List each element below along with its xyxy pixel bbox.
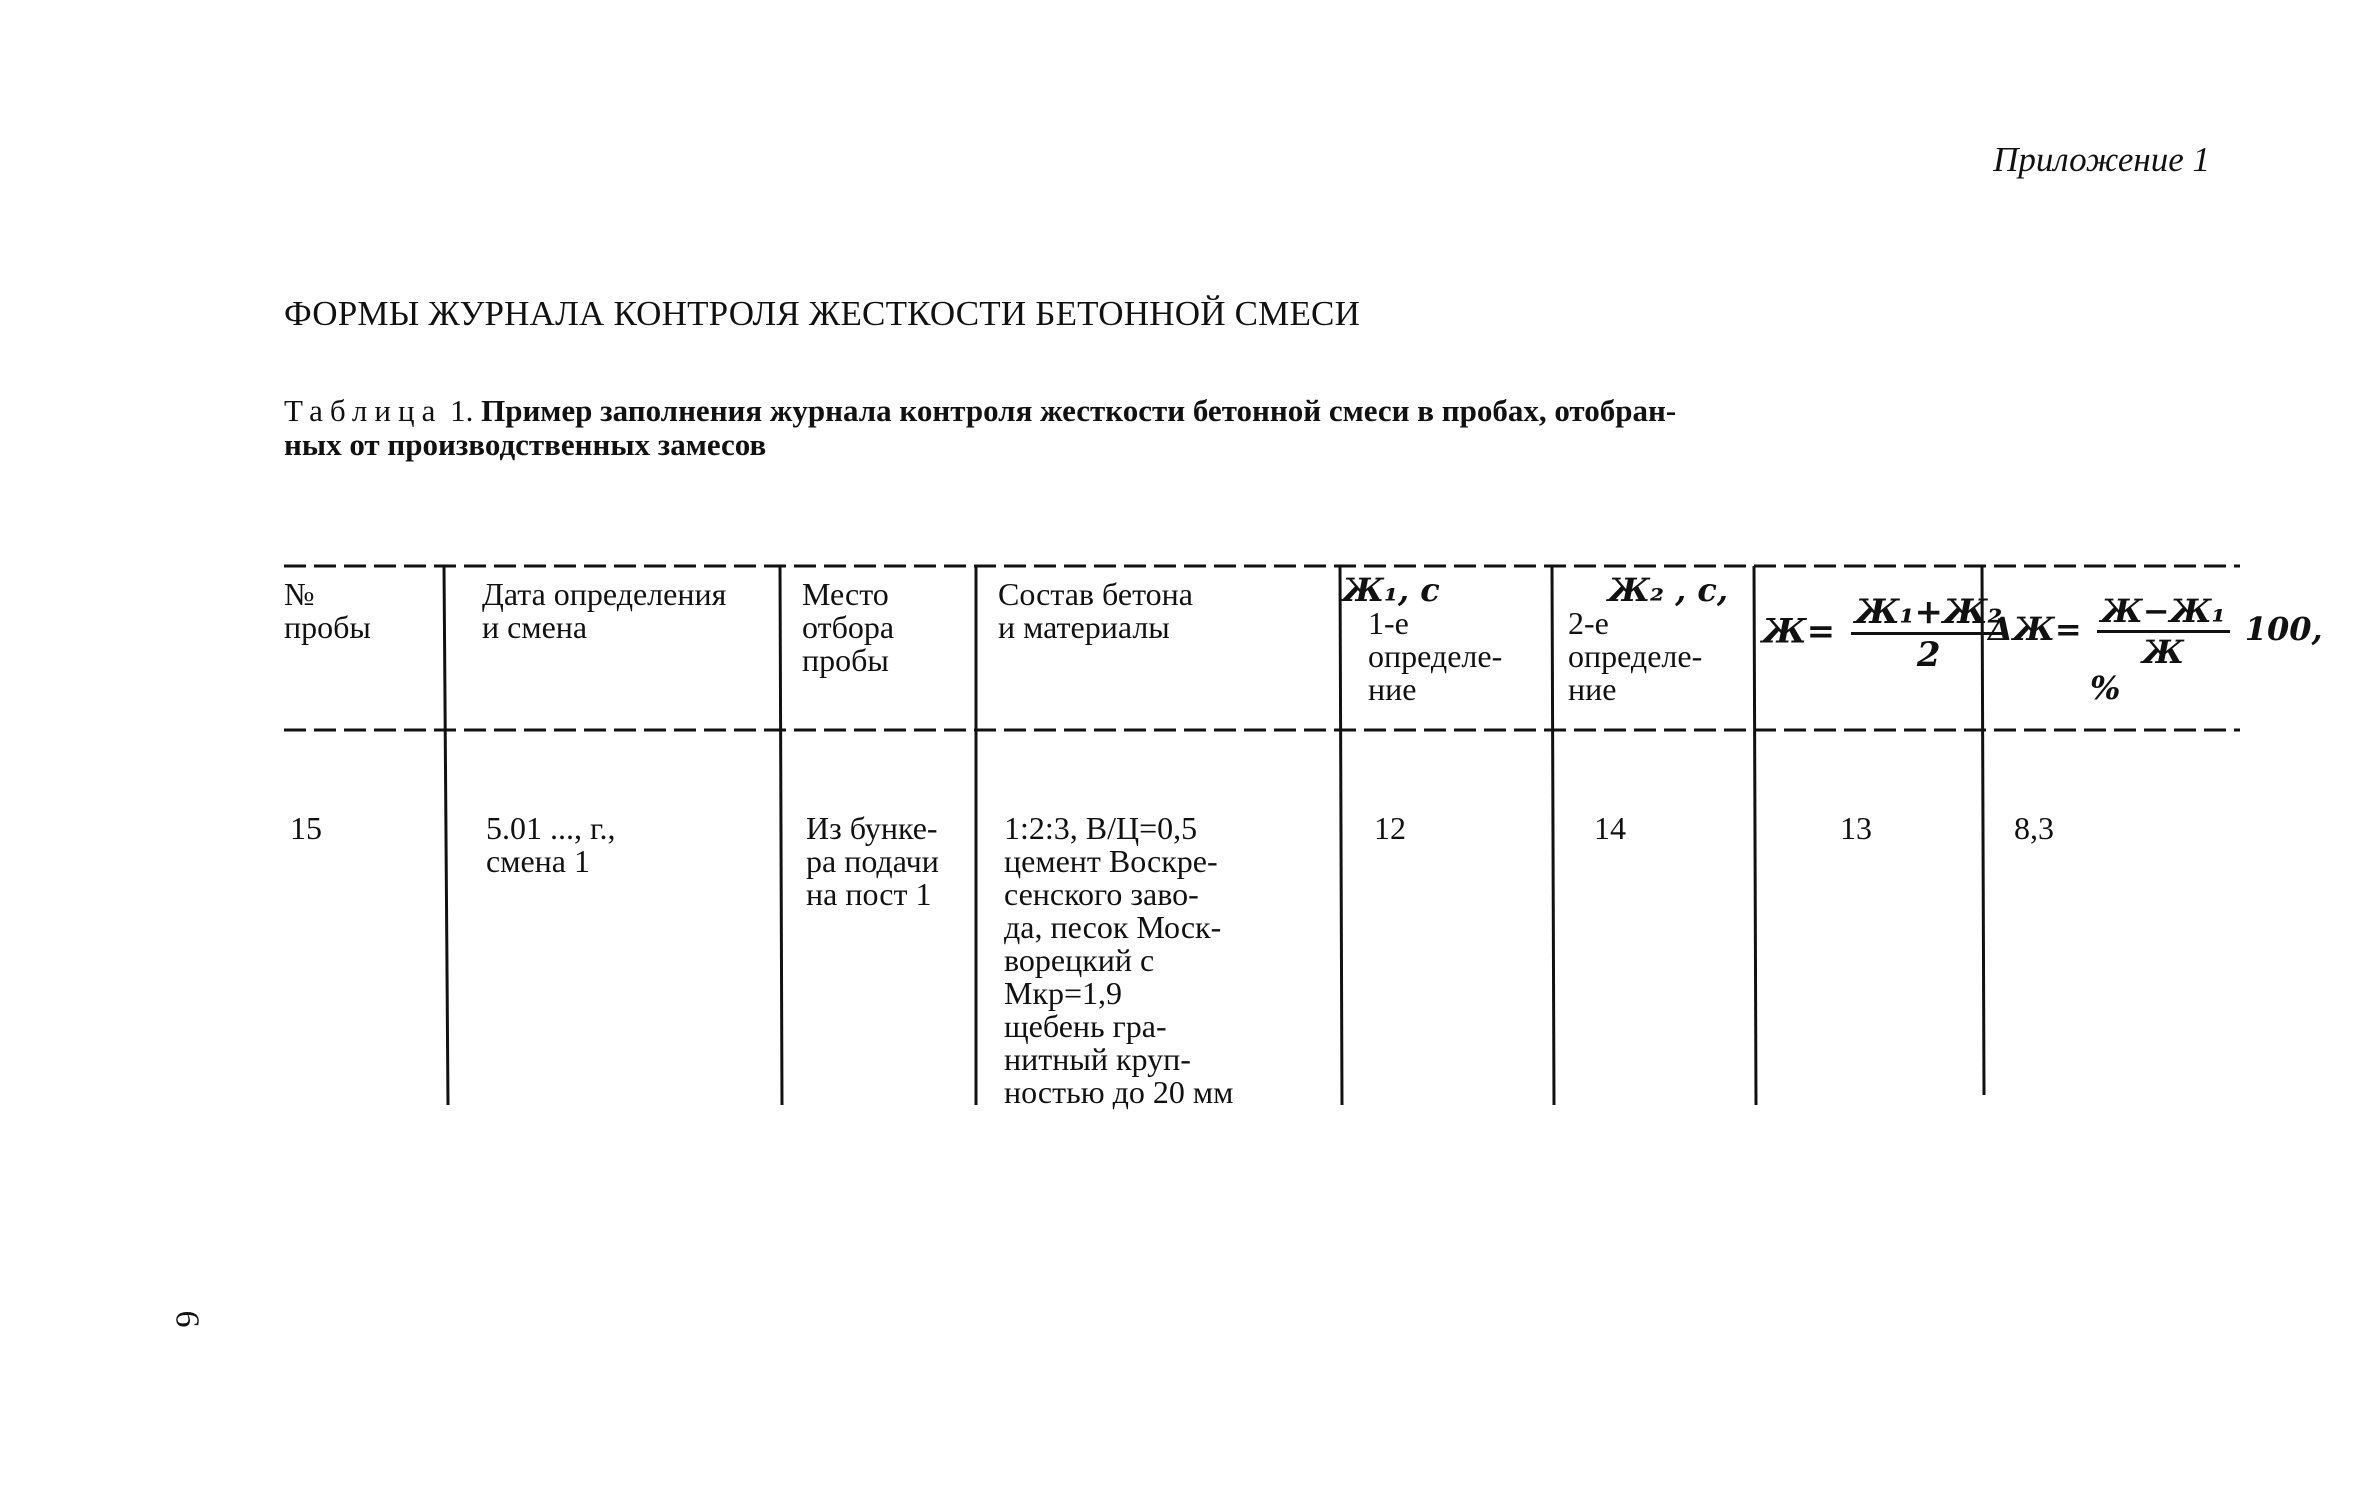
table-column-divider-6 [1754,566,1756,1105]
row-zh-value: 13 [1840,810,1872,846]
header-date-shift: Дата определения и смена [482,576,727,645]
table-caption-lead: Таблица [284,393,443,428]
table-caption-line-2: ных от производственных замесов [284,427,767,462]
page-number: 6 [168,1310,206,1328]
row-date-shift: 5.01 ..., г., смена 1 [486,810,616,879]
table-caption [284,394,1974,462]
header-sample-number: № пробы [284,576,371,645]
header-composition: Состав бетона и материалы [998,576,1193,645]
header-deviation-formula: ΔЖ= $\frac{\text{Ж−Ж₁}}{Ж}$ 100, % [1988,592,2323,707]
row-delta-zh-value: 8,3 [2014,810,2054,846]
header-average-formula: Ж= $\frac{\text{Ж₁+Ж₂}}{2}$ [1762,592,2010,675]
row-zh2-value: 14 [1594,810,1626,846]
table-column-divider-5 [1552,566,1554,1105]
row-sampling-place: Из бунке- ра подачи на пост 1 [806,810,939,912]
row-composition: 1:2:3, В/Ц=0,5 цемент Воскре- сенского заво- да, песок Моск- ворецкий с Мкр=1,9 щебень гра- нитный круп- ностью до 20 мм [1004,810,1234,1110]
table-caption-text: Пример заполнения журнала контроля жесткости бетонной смеси в пробах, отобран- [481,393,1677,428]
row-zh1-value: 12 [1374,810,1406,846]
row-sample-number: 15 [290,810,322,846]
header-zh2-symbol: Ж₂ , с, [1608,571,1729,609]
appendix-label: Приложение 1 [1993,140,2210,179]
header-sampling-place: Место отбора пробы [802,576,895,678]
header-second-determination: Ж₂ , с, 2-е определе- ние [1568,571,1729,707]
table-caption-line-1 [284,394,1974,428]
document-title: ФОРМЫ ЖУРНАЛА КОНТРОЛЯ ЖЕСТКОСТИ БЕТОННОЙ СМЕСИ [284,294,1361,333]
table-caption-number: 1. [450,393,474,428]
table-column-divider-2 [780,566,782,1105]
header-zh1-symbol: Ж₁, с [1342,571,1440,609]
header-first-determination: Ж₁, с 1-е определе- ние [1342,571,1503,707]
table-column-divider-1 [444,566,448,1105]
